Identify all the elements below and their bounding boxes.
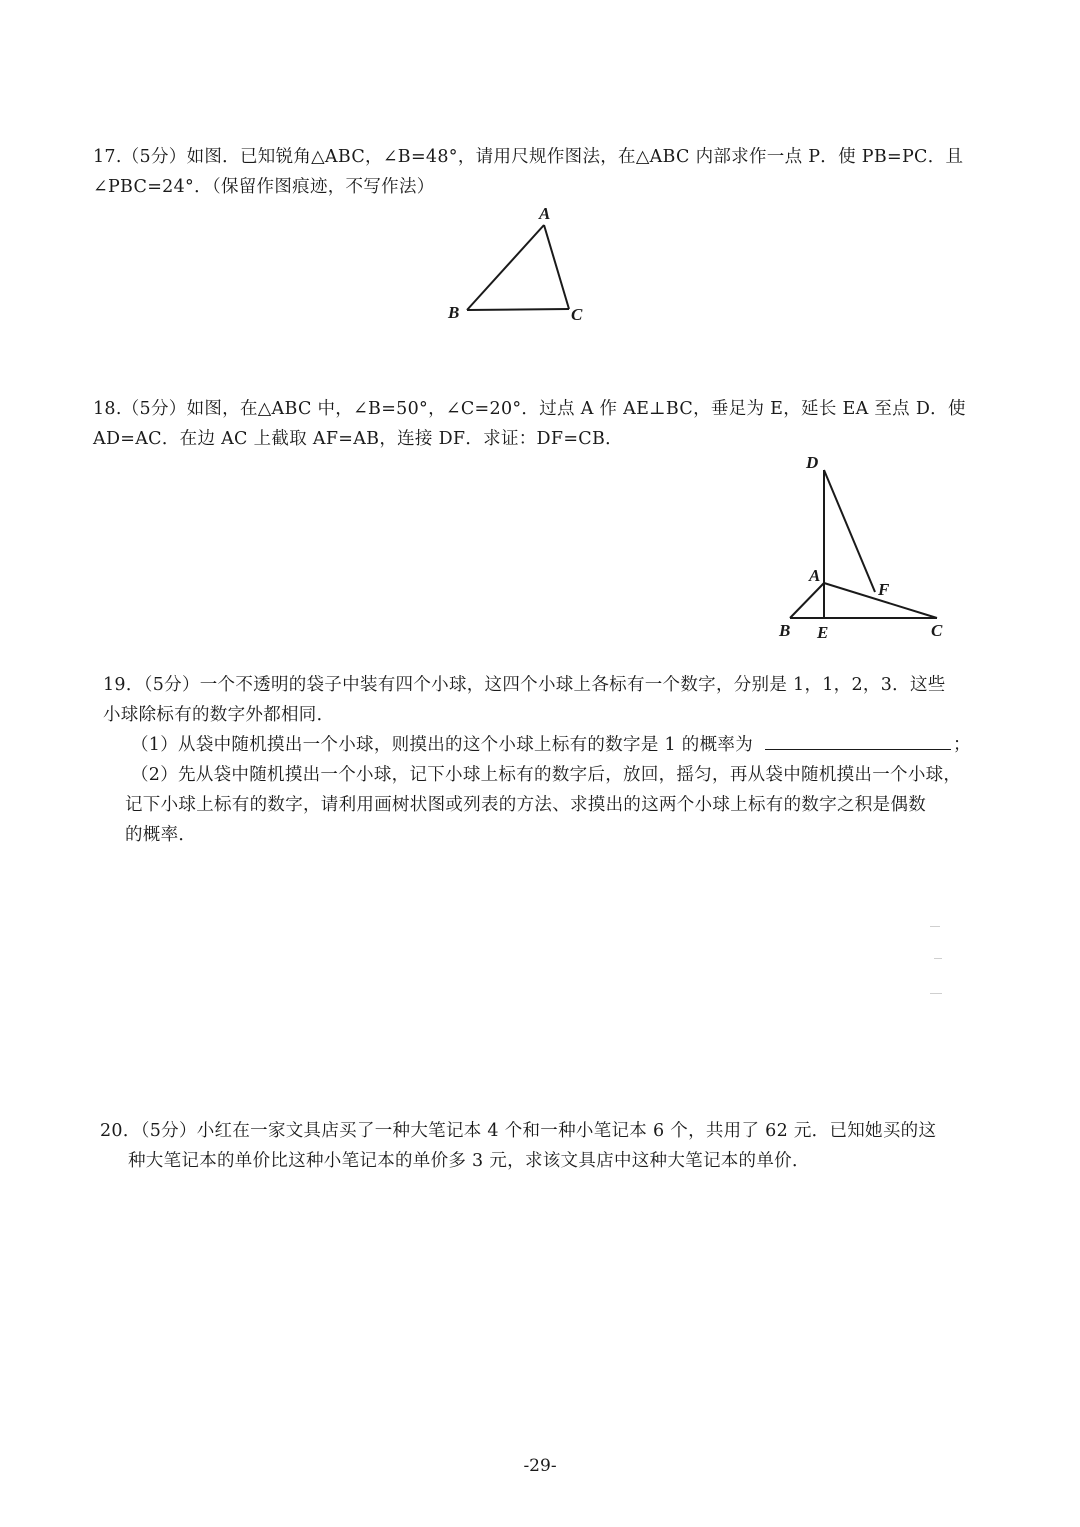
point-label-d: D [806, 453, 819, 472]
question-19 [103, 670, 983, 850]
question-20-line-1: 20．（5分）小红在一家文具店买了一种大笔记本 4 个和一种小笔记本 6 个，共用了 62 元．已知她买的这 [100, 1121, 937, 1141]
question-17-figure [440, 195, 600, 330]
point-label-a: A [809, 566, 821, 585]
question-19-part-1-end: ； [953, 735, 971, 755]
question-20-line-2: 种大笔记本的单价比这种小笔记本的单价多 3 元，求该文具店中这种大笔记本的单价． [128, 1151, 810, 1171]
question-19-part-1-text: （1）从袋中随机摸出一个小球，则摸出的这个小球上标有的数字是 1 的概率为 [131, 735, 753, 755]
question-17 [93, 142, 983, 202]
point-label-f: F [878, 580, 890, 599]
page-number: -29- [523, 1456, 557, 1476]
point-label-b: B [779, 621, 791, 640]
question-18-line-1: 18.（5分）如图，在△ABC 中，∠B=50°，∠C=20°．过点 A 作 AE⊥BC，垂足为 E，延长 EA 至点 D．使 [93, 399, 966, 419]
question-19-part-2-line-3: 的概率． [125, 825, 197, 845]
segment-df [824, 470, 875, 592]
question-19-part-2-line-1: （2）先从袋中随机摸出一个小球，记下小球上标有的数字后，放回，摇匀，再从袋中随机摸出一个小球， [131, 765, 962, 785]
vertex-label-c: C [571, 305, 583, 324]
scan-speck [930, 993, 942, 994]
point-label-c: C [931, 621, 943, 640]
triangle-side-bc [467, 309, 569, 310]
question-19-line-2: 小球除标有的数字外都相同． [103, 705, 335, 725]
question-18-figure [775, 448, 965, 648]
question-18 [93, 394, 983, 454]
question-18-line-2: AD=AC．在边 AC 上截取 AF=AB，连接 DF．求证：DF=CB． [93, 429, 623, 449]
triangle-side-ab [467, 225, 544, 310]
question-17-line-1: 17.（5分）如图．已知锐角△ABC，∠B=48°，请用尺规作图法，在△ABC 内部求作一点 P．使 PB=PC．且 [93, 147, 964, 167]
scan-speck [930, 926, 940, 927]
question-19-part-1 [103, 730, 983, 760]
question-17-line-2: ∠PBC=24°．（保留作图痕迹，不写作法） [93, 177, 435, 197]
triangle-side-ac [544, 225, 569, 309]
question-19-line-1: 19．（5分）一个不透明的袋子中装有四个小球，这四个小球上各标有一个数字，分别是 1，1，2，3．这些 [103, 675, 946, 695]
answer-blank[interactable] [765, 733, 951, 750]
vertex-label-b: B [448, 303, 460, 322]
vertex-label-a: A [539, 204, 551, 223]
segment-ab [790, 583, 824, 618]
scan-speck [934, 958, 942, 959]
question-19-part-2-line-2: 记下小球上标有的数字，请利用画树状图或列表的方法、求摸出的这两个小球上标有的数字之积是偶数 [125, 795, 926, 815]
point-label-e: E [817, 623, 829, 642]
question-20 [100, 1116, 985, 1176]
